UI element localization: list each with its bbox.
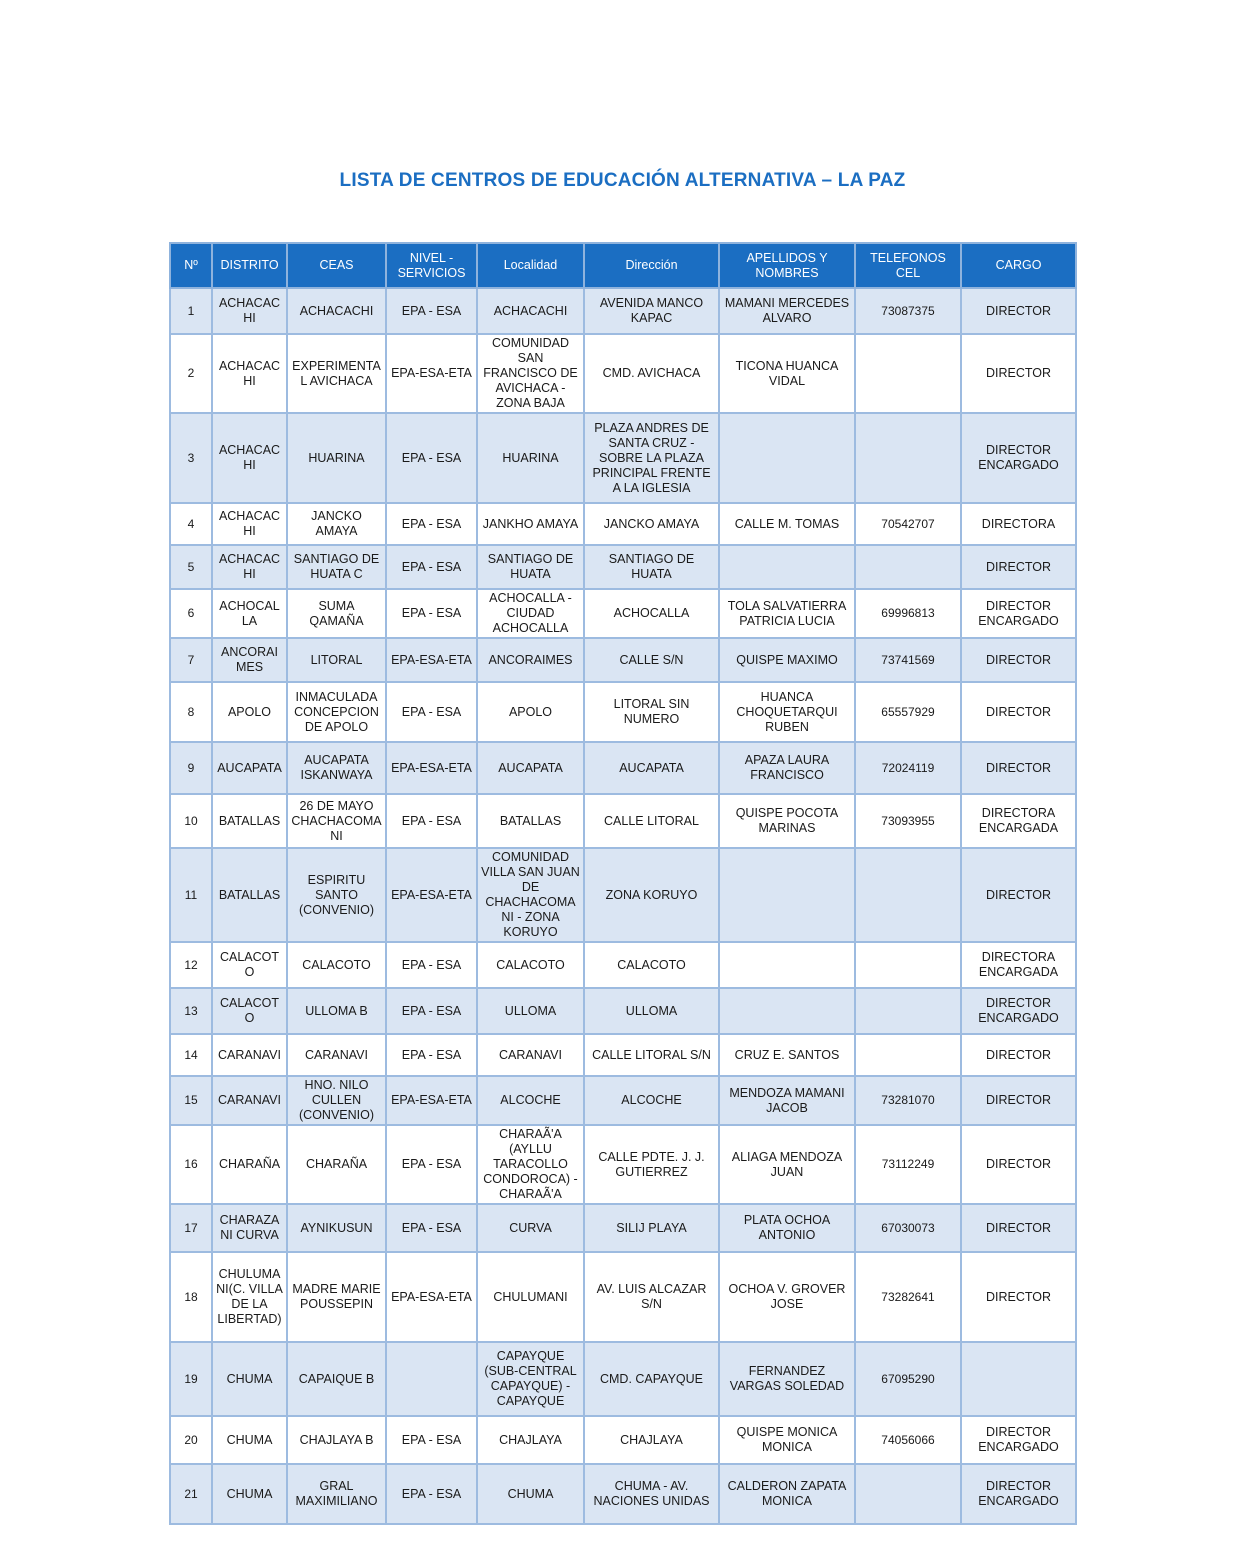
cell-ceas: INMACULADA CONCEPCION DE APOLO [287,682,386,742]
cell-ceas: CHARAÑA [287,1125,386,1204]
cell-distrito: ACHACACHI [212,334,287,413]
cell-nombres: TICONA HUANCA VIDAL [719,334,855,413]
cell-localidad: ALCOCHE [477,1076,584,1125]
cell-cargo: DIRECTOR [961,334,1076,413]
cell-nombres: FERNANDEZ VARGAS SOLEDAD [719,1342,855,1416]
cell-telefono: 69996813 [855,589,961,638]
table-row [170,1416,1076,1464]
cell-ceas: AYNIKUSUN [287,1204,386,1252]
cell-nivel: EPA - ESA [386,545,477,589]
header-direccion: Dirección [584,243,719,288]
cell-distrito: ACHACACHI [212,413,287,503]
cell-telefono: 73741569 [855,638,961,682]
header-telefonos: TELEFONOS CEL [855,243,961,288]
cell-direccion: SILIJ PLAYA [584,1204,719,1252]
table-row [170,288,1076,334]
table-header-row [170,243,1076,288]
cell-telefono: 73087375 [855,288,961,334]
cell-ceas: CALACOTO [287,942,386,988]
cell-ceas: HNO. NILO CULLEN (CONVENIO) [287,1076,386,1125]
cell-nombres: MENDOZA MAMANI JACOB [719,1076,855,1125]
cell-telefono [855,1034,961,1076]
cell-nombres: OCHOA V. GROVER JOSE [719,1252,855,1342]
cell-ceas: ESPIRITU SANTO (CONVENIO) [287,848,386,942]
cell-number: 10 [170,794,212,848]
table-row [170,942,1076,988]
cell-cargo: DIRECTOR ENCARGADO [961,1416,1076,1464]
cell-telefono [855,988,961,1034]
cell-nivel: EPA-ESA-ETA [386,1252,477,1342]
cell-nivel: EPA - ESA [386,1034,477,1076]
cell-localidad: CHUMA [477,1464,584,1524]
cell-cargo [961,1342,1076,1416]
cell-nombres: QUISPE POCOTA MARINAS [719,794,855,848]
cell-nombres [719,413,855,503]
cell-cargo: DIRECTOR [961,638,1076,682]
cell-telefono [855,334,961,413]
cell-localidad: CURVA [477,1204,584,1252]
table-row [170,545,1076,589]
cell-ceas: ULLOMA B [287,988,386,1034]
cell-telefono: 73112249 [855,1125,961,1204]
cell-direccion: CALLE LITORAL S/N [584,1034,719,1076]
cell-cargo: DIRECTOR [961,1204,1076,1252]
cell-direccion: ACHOCALLA [584,589,719,638]
cell-number: 17 [170,1204,212,1252]
cell-ceas: MADRE MARIE POUSSEPIN [287,1252,386,1342]
cell-number: 19 [170,1342,212,1416]
cell-number: 9 [170,742,212,794]
cell-direccion: CMD. AVICHACA [584,334,719,413]
cell-cargo: DIRECTOR [961,742,1076,794]
table-row [170,1034,1076,1076]
cell-nivel [386,1342,477,1416]
cell-direccion: JANCKO AMAYA [584,503,719,545]
cell-number: 16 [170,1125,212,1204]
cell-direccion: ZONA KORUYO [584,848,719,942]
cell-distrito: AUCAPATA [212,742,287,794]
table-row [170,1342,1076,1416]
cell-nivel: EPA - ESA [386,288,477,334]
table-row [170,589,1076,638]
cell-cargo: DIRECTOR ENCARGADO [961,1464,1076,1524]
cell-distrito: CHUMA [212,1342,287,1416]
cell-nivel: EPA - ESA [386,682,477,742]
cell-cargo: DIRECTOR ENCARGADO [961,988,1076,1034]
cell-nombres: TOLA SALVATIERRA PATRICIA LUCIA [719,589,855,638]
cell-telefono [855,1464,961,1524]
cell-ceas: CHAJLAYA B [287,1416,386,1464]
table-row [170,988,1076,1034]
cell-nombres: HUANCA CHOQUETARQUI RUBEN [719,682,855,742]
table-row [170,503,1076,545]
cell-nivel: EPA-ESA-ETA [386,638,477,682]
cell-direccion: PLAZA ANDRES DE SANTA CRUZ - SOBRE LA PLAZA PRINCIPAL FRENTE A LA IGLESIA [584,413,719,503]
header-distrito: DISTRITO [212,243,287,288]
cell-localidad: CALACOTO [477,942,584,988]
cell-localidad: COMUNIDAD SAN FRANCISCO DE AVICHACA - ZONA BAJA [477,334,584,413]
cell-number: 8 [170,682,212,742]
cell-nivel: EPA-ESA-ETA [386,1076,477,1125]
header-cargo: CARGO [961,243,1076,288]
table-row [170,1125,1076,1204]
table-row [170,794,1076,848]
cell-distrito: APOLO [212,682,287,742]
cell-number: 13 [170,988,212,1034]
cell-localidad: APOLO [477,682,584,742]
header-nombres: APELLIDOS Y NOMBRES [719,243,855,288]
cell-nivel: EPA - ESA [386,413,477,503]
table-body [170,288,1076,1524]
cell-ceas: 26 DE MAYO CHACHACOMANI [287,794,386,848]
cell-localidad: CHAJLAYA [477,1416,584,1464]
header-ceas: CEAS [287,243,386,288]
cell-direccion: AUCAPATA [584,742,719,794]
cell-distrito: BATALLAS [212,848,287,942]
cell-nivel: EPA - ESA [386,1204,477,1252]
cell-ceas: CAPAIQUE B [287,1342,386,1416]
cell-ceas: AUCAPATA ISKANWAYA [287,742,386,794]
cell-telefono: 65557929 [855,682,961,742]
cell-ceas: SUMA QAMAÑA [287,589,386,638]
table-row [170,682,1076,742]
cell-number: 3 [170,413,212,503]
cell-number: 12 [170,942,212,988]
cell-number: 7 [170,638,212,682]
cell-cargo: DIRECTOR [961,1076,1076,1125]
cell-direccion: CALLE S/N [584,638,719,682]
cell-cargo: DIRECTOR [961,1252,1076,1342]
cell-direccion: ULLOMA [584,988,719,1034]
cell-cargo: DIRECTORA [961,503,1076,545]
cell-telefono: 67095290 [855,1342,961,1416]
cell-localidad: ACHACACHI [477,288,584,334]
cell-distrito: CARANAVI [212,1076,287,1125]
cell-localidad: CHARAÃ'A (AYLLU TARACOLLO CONDOROCA) - CHARAÃ'A [477,1125,584,1204]
cell-localidad: JANKHO AMAYA [477,503,584,545]
table-row [170,413,1076,503]
cell-direccion: AVENIDA MANCO KAPAC [584,288,719,334]
cell-direccion: ALCOCHE [584,1076,719,1125]
cell-nombres [719,545,855,589]
cell-distrito: CARANAVI [212,1034,287,1076]
cell-distrito: ACHACACHI [212,545,287,589]
cell-localidad: BATALLAS [477,794,584,848]
cell-nivel: EPA - ESA [386,794,477,848]
cell-distrito: CALACOTO [212,988,287,1034]
cell-nombres: APAZA LAURA FRANCISCO [719,742,855,794]
cell-nombres: PLATA OCHOA ANTONIO [719,1204,855,1252]
cell-number: 20 [170,1416,212,1464]
page-title: LISTA DE CENTROS DE EDUCACIÓN ALTERNATIVA – LA PAZ [339,170,906,191]
cell-cargo: DIRECTOR [961,682,1076,742]
cell-direccion: CALLE PDTE. J. J. GUTIERREZ [584,1125,719,1204]
cell-direccion: CALACOTO [584,942,719,988]
table-row [170,1252,1076,1342]
cell-ceas: GRAL MAXIMILIANO [287,1464,386,1524]
cell-cargo: DIRECTORA ENCARGADA [961,794,1076,848]
cell-nivel: EPA - ESA [386,942,477,988]
cell-ceas: ACHACACHI [287,288,386,334]
cell-nombres: ALIAGA MENDOZA JUAN [719,1125,855,1204]
table-row [170,848,1076,942]
cell-distrito: CALACOTO [212,942,287,988]
cell-nombres: QUISPE MONICA MONICA [719,1416,855,1464]
cell-localidad: COMUNIDAD VILLA SAN JUAN DE CHACHACOMANI - ZONA KORUYO [477,848,584,942]
cell-nivel: EPA-ESA-ETA [386,742,477,794]
cell-distrito: ANCORAIMES [212,638,287,682]
cell-localidad: CAPAYQUE (SUB-CENTRAL CAPAYQUE) - CAPAYQUE [477,1342,584,1416]
cell-telefono: 73093955 [855,794,961,848]
cell-cargo: DIRECTORA ENCARGADA [961,942,1076,988]
table-row [170,742,1076,794]
cell-nombres: CALLE M. TOMAS [719,503,855,545]
cell-telefono: 74056066 [855,1416,961,1464]
cell-nivel: EPA - ESA [386,1464,477,1524]
cell-localidad: ANCORAIMES [477,638,584,682]
cell-distrito: ACHACACHI [212,503,287,545]
cell-localidad: SANTIAGO DE HUATA [477,545,584,589]
cell-telefono: 70542707 [855,503,961,545]
cell-ceas: JANCKO AMAYA [287,503,386,545]
cell-telefono [855,942,961,988]
header-nivel: NIVEL - SERVICIOS [386,243,477,288]
cell-cargo: DIRECTOR ENCARGADO [961,413,1076,503]
cell-distrito: CHULUMANI(C. VILLA DE LA LIBERTAD) [212,1252,287,1342]
cell-direccion: AV. LUIS ALCAZAR S/N [584,1252,719,1342]
cell-telefono: 72024119 [855,742,961,794]
cell-nivel: EPA - ESA [386,1125,477,1204]
cell-nombres [719,942,855,988]
cell-telefono: 73281070 [855,1076,961,1125]
cell-cargo: DIRECTOR [961,1125,1076,1204]
cell-localidad: AUCAPATA [477,742,584,794]
cell-number: 11 [170,848,212,942]
cell-localidad: ULLOMA [477,988,584,1034]
cell-ceas: SANTIAGO DE HUATA C [287,545,386,589]
cell-direccion: SANTIAGO DE HUATA [584,545,719,589]
cell-cargo: DIRECTOR [961,288,1076,334]
cell-direccion: CHAJLAYA [584,1416,719,1464]
cell-telefono [855,413,961,503]
cell-distrito: CHARAZANI CURVA [212,1204,287,1252]
cell-ceas: HUARINA [287,413,386,503]
table-row [170,1076,1076,1125]
cell-distrito: CHUMA [212,1416,287,1464]
cell-ceas: LITORAL [287,638,386,682]
cell-direccion: LITORAL SIN NUMERO [584,682,719,742]
table-row [170,1204,1076,1252]
cell-nivel: EPA - ESA [386,589,477,638]
cell-number: 5 [170,545,212,589]
cell-direccion: CMD. CAPAYQUE [584,1342,719,1416]
centers-table [169,242,1077,1525]
cell-number: 15 [170,1076,212,1125]
cell-number: 21 [170,1464,212,1524]
table-row [170,1464,1076,1524]
cell-distrito: CHARAÑA [212,1125,287,1204]
table-row [170,334,1076,413]
cell-cargo: DIRECTOR [961,545,1076,589]
cell-distrito: BATALLAS [212,794,287,848]
cell-cargo: DIRECTOR [961,848,1076,942]
cell-nombres: QUISPE MAXIMO [719,638,855,682]
header-localidad: Localidad [477,243,584,288]
cell-distrito: ACHOCALLA [212,589,287,638]
cell-telefono: 67030073 [855,1204,961,1252]
cell-nivel: EPA - ESA [386,1416,477,1464]
cell-telefono: 73282641 [855,1252,961,1342]
cell-nombres: MAMANI MERCEDES ALVARO [719,288,855,334]
cell-telefono [855,848,961,942]
cell-number: 4 [170,503,212,545]
cell-distrito: ACHACACHI [212,288,287,334]
cell-localidad: ACHOCALLA - CIUDAD ACHOCALLA [477,589,584,638]
cell-distrito: CHUMA [212,1464,287,1524]
cell-ceas: CARANAVI [287,1034,386,1076]
cell-number: 18 [170,1252,212,1342]
cell-nivel: EPA - ESA [386,988,477,1034]
cell-direccion: CALLE LITORAL [584,794,719,848]
cell-localidad: CHULUMANI [477,1252,584,1342]
cell-direccion: CHUMA - AV. NACIONES UNIDAS [584,1464,719,1524]
cell-nombres: CRUZ E. SANTOS [719,1034,855,1076]
cell-nivel: EPA-ESA-ETA [386,848,477,942]
header-number: Nº [170,243,212,288]
table-row [170,638,1076,682]
cell-cargo: DIRECTOR ENCARGADO [961,589,1076,638]
cell-nombres [719,848,855,942]
cell-cargo: DIRECTOR [961,1034,1076,1076]
cell-localidad: HUARINA [477,413,584,503]
cell-telefono [855,545,961,589]
cell-nivel: EPA-ESA-ETA [386,334,477,413]
cell-ceas: EXPERIMENTAL AVICHACA [287,334,386,413]
table-container [169,242,1077,1508]
cell-localidad: CARANAVI [477,1034,584,1076]
cell-number: 14 [170,1034,212,1076]
cell-nivel: EPA - ESA [386,503,477,545]
cell-number: 2 [170,334,212,413]
cell-number: 6 [170,589,212,638]
cell-nombres [719,988,855,1034]
cell-nombres: CALDERON ZAPATA MONICA [719,1464,855,1524]
cell-number: 1 [170,288,212,334]
